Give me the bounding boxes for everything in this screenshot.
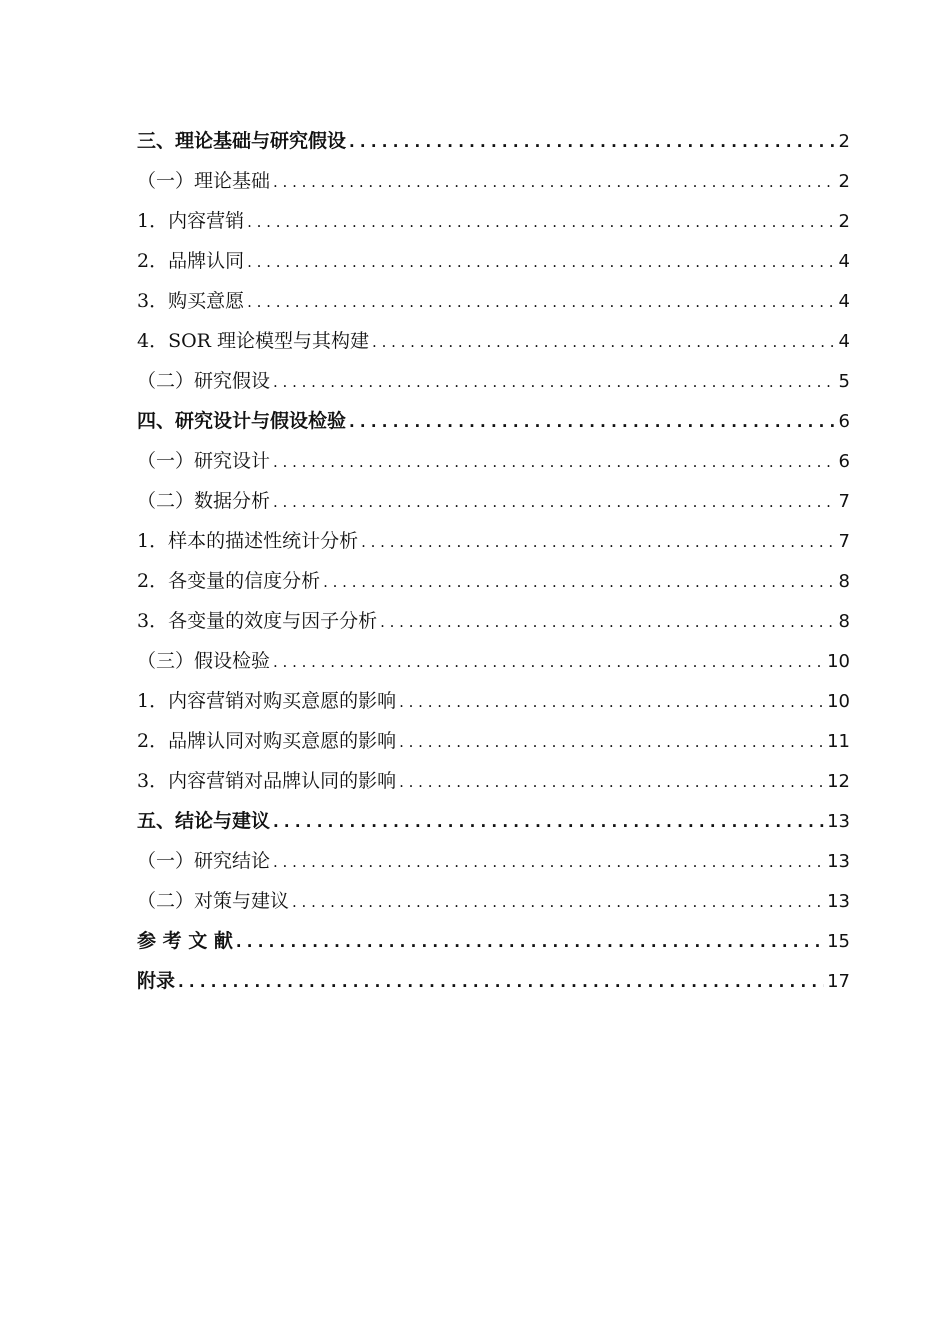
toc-entry-page: 15 — [827, 931, 850, 952]
toc-entry[interactable] — [137, 881, 850, 921]
toc-leader-dots — [247, 282, 835, 322]
toc-entry-title: 3．购买意愿 — [137, 290, 245, 312]
toc-entry[interactable] — [137, 721, 850, 761]
toc-entry[interactable] — [137, 481, 850, 521]
toc-leader-dots — [399, 722, 824, 762]
toc-leader-dots — [273, 362, 836, 402]
toc-entry[interactable] — [137, 921, 850, 961]
toc-entry-title: 3．各变量的效度与因子分析 — [137, 610, 378, 632]
toc-entry-title: （二）数据分析 — [137, 490, 271, 512]
toc-entry-title: 3．内容营销对品牌认同的影响 — [137, 770, 397, 792]
toc-entry[interactable] — [137, 801, 850, 841]
toc-leader-dots — [323, 562, 835, 602]
toc-entry[interactable] — [137, 521, 850, 561]
toc-entry-page: 5 — [838, 371, 850, 392]
toc-entry[interactable] — [137, 961, 850, 1001]
toc-entry-page: 13 — [827, 811, 850, 832]
toc-entry-page: 12 — [827, 771, 850, 792]
toc-entry-title: 1．内容营销 — [137, 210, 245, 232]
table-of-contents — [137, 121, 850, 1001]
toc-entry[interactable] — [137, 241, 850, 281]
toc-entry-page: 13 — [827, 851, 850, 872]
toc-leader-dots — [236, 922, 824, 962]
toc-leader-dots — [273, 802, 824, 842]
toc-entry-title: 1．内容营销对购买意愿的影响 — [137, 690, 397, 712]
toc-entry[interactable] — [137, 321, 850, 361]
toc-entry[interactable] — [137, 641, 850, 681]
toc-entry-title: （一）研究设计 — [137, 450, 271, 472]
toc-entry-title: 四、研究设计与假设检验 — [137, 410, 347, 432]
toc-entry[interactable] — [137, 841, 850, 881]
toc-leader-dots — [247, 242, 835, 282]
toc-leader-dots — [292, 882, 824, 922]
toc-entry[interactable] — [137, 281, 850, 321]
toc-leader-dots — [349, 122, 836, 162]
toc-entry-page: 17 — [827, 971, 850, 992]
toc-entry-page: 2 — [838, 211, 850, 232]
toc-leader-dots — [273, 442, 836, 482]
toc-entry-page: 7 — [838, 531, 850, 552]
toc-entry-title: 参 考 文 献 — [137, 930, 233, 952]
toc-entry[interactable] — [137, 561, 850, 601]
toc-entry-title: （二）对策与建议 — [137, 890, 290, 912]
toc-entry-page: 4 — [838, 291, 850, 312]
toc-entry-page: 4 — [838, 331, 850, 352]
toc-leader-dots — [178, 962, 824, 1002]
toc-entry-title: 附录 — [137, 970, 176, 992]
toc-entry-page: 8 — [838, 571, 850, 592]
toc-leader-dots — [273, 642, 824, 682]
toc-leader-dots — [273, 162, 836, 202]
toc-leader-dots — [399, 682, 824, 722]
toc-entry-title: 1．样本的描述性统计分析 — [137, 530, 359, 552]
toc-leader-dots — [361, 522, 835, 562]
toc-entry-page: 10 — [827, 691, 850, 712]
toc-entry-page: 7 — [838, 491, 850, 512]
toc-entry-page: 11 — [827, 731, 850, 752]
toc-entry-title: 三、理论基础与研究假设 — [137, 130, 347, 152]
toc-entry-page: 6 — [838, 411, 850, 432]
toc-entry-page: 6 — [838, 451, 850, 472]
toc-entry[interactable] — [137, 201, 850, 241]
toc-entry-page: 4 — [838, 251, 850, 272]
toc-entry-title: 五、结论与建议 — [137, 810, 271, 832]
toc-entry[interactable] — [137, 601, 850, 641]
toc-entry-page: 2 — [838, 171, 850, 192]
toc-entry[interactable] — [137, 401, 850, 441]
toc-entry-page: 10 — [827, 651, 850, 672]
toc-leader-dots — [273, 842, 824, 882]
toc-leader-dots — [349, 402, 836, 442]
toc-entry-page: 8 — [838, 611, 850, 632]
toc-entry-title: 2．品牌认同对购买意愿的影响 — [137, 730, 397, 752]
toc-entry[interactable] — [137, 681, 850, 721]
toc-leader-dots — [372, 322, 836, 362]
toc-entry-title: （三）假设检验 — [137, 650, 271, 672]
toc-entry-title: （一）研究结论 — [137, 850, 271, 872]
toc-entry[interactable] — [137, 441, 850, 481]
toc-entry-page: 2 — [838, 131, 850, 152]
toc-entry[interactable] — [137, 361, 850, 401]
toc-entry[interactable] — [137, 161, 850, 201]
toc-entry-title: （一）理论基础 — [137, 170, 271, 192]
toc-leader-dots — [380, 602, 835, 642]
toc-leader-dots — [273, 482, 836, 522]
toc-entry[interactable] — [137, 761, 850, 801]
toc-entry[interactable] — [137, 121, 850, 161]
toc-entry-title: 2．品牌认同 — [137, 250, 245, 272]
toc-entry-page: 13 — [827, 891, 850, 912]
toc-entry-title: （二）研究假设 — [137, 370, 271, 392]
toc-leader-dots — [247, 202, 835, 242]
toc-entry-title: 2．各变量的信度分析 — [137, 570, 321, 592]
toc-leader-dots — [399, 762, 824, 802]
toc-entry-title: 4．SOR 理论模型与其构建 — [137, 330, 370, 352]
